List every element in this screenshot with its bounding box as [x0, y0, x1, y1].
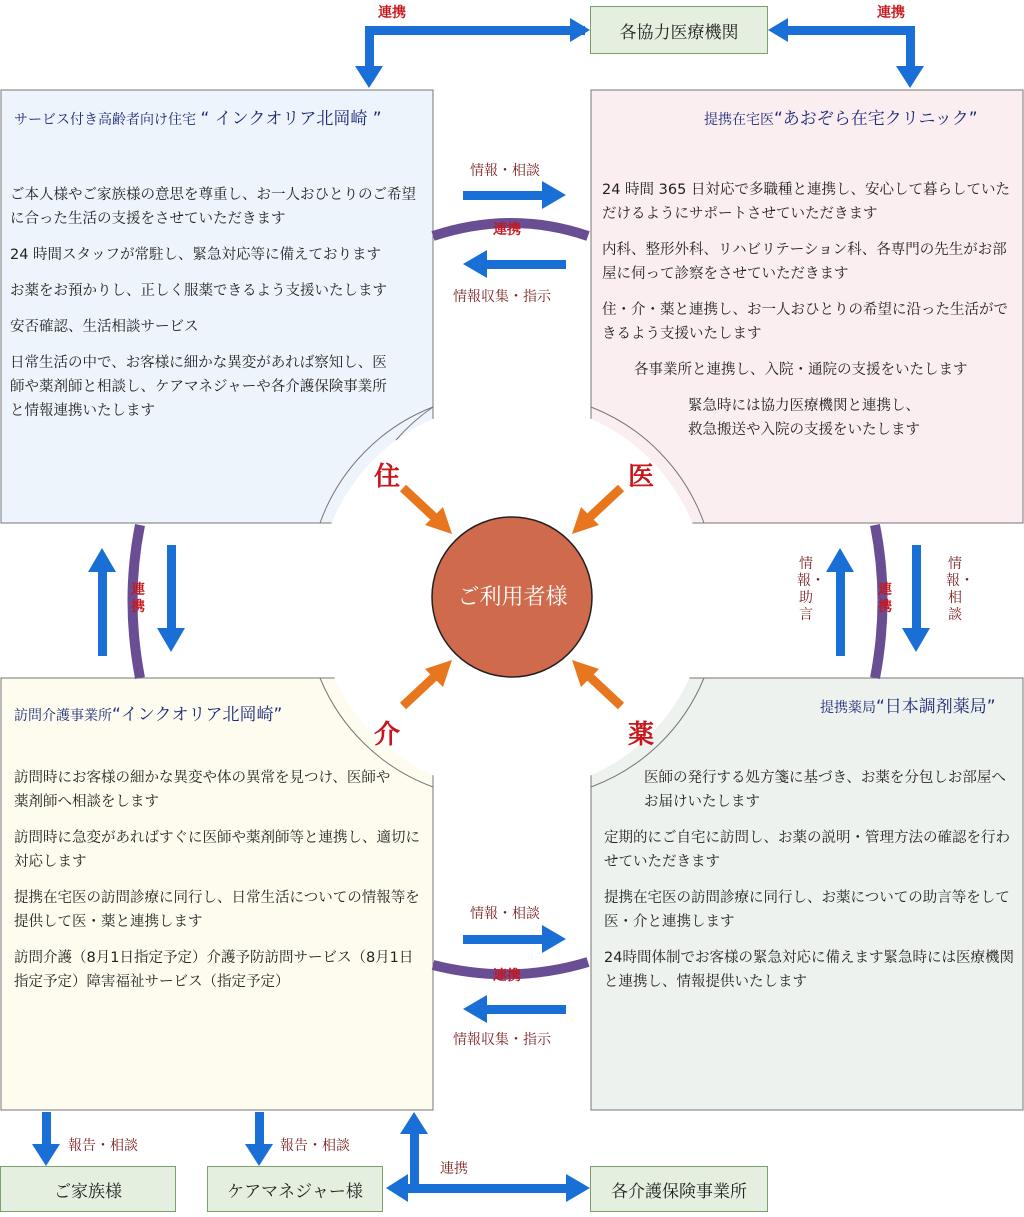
right-advice-label: 情報・助言 — [797, 556, 825, 623]
top-collect-label: 情報収集・指示 — [453, 289, 551, 305]
pharmacy-text — [604, 766, 1014, 1006]
clinic-paragraph: 24 時間 365 日対応で多職種と連携し、安心して暮らしていただけるようにサポートさせていただきます — [602, 182, 1010, 222]
bottom-collab-providers-label: 連携 — [440, 1161, 468, 1177]
right-info-label: 情報・相談 — [946, 556, 974, 623]
clinic-paragraph: 緊急時には協力医療機関と連携し、救急搬送や入院の支援をいたします — [688, 398, 920, 438]
housing-paragraph: ご本人様やご家族様の意思を尊重し、お一人おひとりのご希望に合った生活の支援をさせていただきます — [10, 187, 416, 227]
kanji-ju: 住 — [374, 462, 401, 492]
bottom-info-label: 情報・相談 — [470, 906, 540, 922]
housing-title — [14, 104, 382, 129]
clinic-paragraph: 各事業所と連携し、入院・通院の支援をいたします — [634, 362, 968, 378]
care-text — [14, 766, 422, 1006]
clinic-title-small: 提携在宅医 — [704, 112, 774, 128]
top-collab-label: 連携 — [493, 222, 521, 238]
care-providers-label: 各介護保険事業所 — [611, 1181, 747, 1202]
pharmacy-paragraph: 24時間体制でお客様の緊急対応に備えます緊急時には医療機関と連携し、情報提供いたします — [604, 950, 1014, 990]
housing-text — [10, 183, 422, 435]
kanji-i: 医 — [628, 462, 655, 492]
family-label: ご家族様 — [54, 1181, 122, 1202]
top-left-link-label: 連携 — [378, 5, 406, 21]
clinic-paragraph: 内科、整形外科、リハビリテーション科、各専門の先生がお部屋に伺って診察をさせていただきます — [602, 242, 1007, 282]
kanji-yaku: 薬 — [628, 720, 655, 750]
housing-title-big: “ インクオリア北岡崎 ” — [200, 109, 382, 129]
housing-paragraph: お薬をお預かりし、正しく服薬できるよう支援いたします — [10, 283, 387, 299]
report-label-care-manager: 報告・相談 — [280, 1138, 350, 1154]
housing-paragraph: 24 時間スタッフが常駐し、緊急対応等に備えております — [10, 247, 382, 263]
pharmacy-title-big: “日本調剤薬局” — [876, 697, 996, 717]
clinic-title — [704, 104, 978, 129]
housing-title-small: サービス付き高齢者向け住宅 — [14, 112, 196, 128]
family-box — [0, 1166, 176, 1212]
pharmacy-paragraph: 提携在宅医の訪問診療に同行し、お薬についての助言等をして医・介と連携します — [604, 890, 1010, 930]
clinic-title-big: “あおぞら在宅クリニック” — [774, 109, 978, 129]
pharmacy-paragraph: 医師の発行する処方箋に基づき、お薬を分包しお部屋へお届けいたします — [644, 770, 1006, 810]
care-paragraph: 訪問時に急変があればすぐに医師や薬剤師等と連携し、適切に対応します — [14, 830, 420, 870]
bottom-collect-label: 情報収集・指示 — [453, 1032, 551, 1048]
care-paragraph: 訪問時にお客様の細かな異変や体の異常を見つけ、医師や薬剤師へ相談をします — [14, 770, 391, 810]
care-providers-box — [590, 1166, 768, 1212]
care-paragraph: 提携在宅医の訪問診療に同行し、日常生活についての情報等を提供して医・薬と連携します — [14, 890, 420, 930]
pharmacy-title-small: 提携薬局 — [820, 700, 876, 716]
partner-hospitals-box — [590, 6, 768, 54]
bottom-collab-label: 連携 — [493, 968, 521, 984]
pharmacy-title — [820, 692, 996, 717]
clinic-paragraph: 住・介・薬と連携し、お一人おひとりの希望に沿った生活ができるよう支援いたします — [602, 302, 1008, 342]
top-right-link-label: 連携 — [877, 5, 905, 21]
care-manager-label: ケアマネジャー様 — [227, 1181, 363, 1202]
center-user-label: ご利用者様 — [457, 585, 568, 610]
housing-paragraph: 安否確認、生活相談サービス — [10, 319, 199, 335]
partner-hospitals-label: 各協力医療機関 — [619, 22, 739, 43]
care-title — [14, 700, 282, 725]
kanji-kai: 介 — [374, 720, 401, 750]
care-paragraph: 訪問介護（8月1日指定予定）介護予防訪問サービス（8月1日指定予定）障害福祉サービス（指定予定） — [14, 950, 414, 990]
housing-paragraph: 日常生活の中で、お客様に細かな異変があれば察知し、医師や薬剤師と相談し、ケアマネジャーや各介護保険事業所と情報連携いたします — [10, 355, 387, 419]
care-title-small: 訪問介護事業所 — [14, 708, 112, 724]
care-manager-box — [207, 1166, 383, 1212]
pharmacy-paragraph: 定期的にご自宅に訪問し、お薬の説明・管理方法の確認を行わせていただきます — [604, 830, 1010, 870]
top-info-label: 情報・相談 — [470, 163, 540, 179]
left-collab-label: 連携 — [131, 582, 145, 615]
clinic-text — [602, 178, 1012, 454]
right-collab-label: 連携 — [878, 582, 892, 615]
report-label-family: 報告・相談 — [68, 1138, 138, 1154]
care-title-big: “インクオリア北岡崎” — [112, 705, 283, 725]
